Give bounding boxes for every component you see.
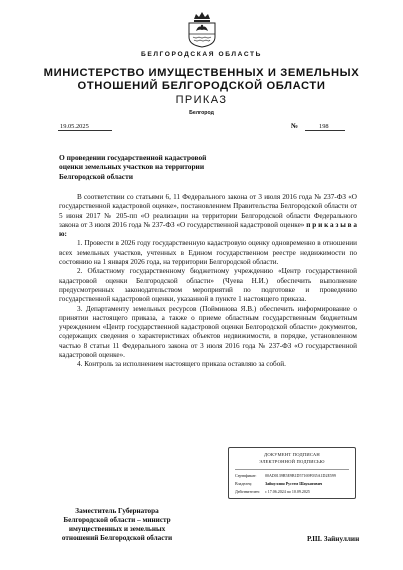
stamp-cert-label: Сертификат: bbox=[235, 473, 257, 478]
city-name: Белгород bbox=[189, 110, 214, 116]
document-title bbox=[59, 153, 239, 181]
position-line4: отношений Белгородской области bbox=[61, 534, 173, 542]
stamp-valid-value: с 17.06.2024 по 10.09.2025 bbox=[265, 489, 310, 494]
position-line3: имущественных и земельных bbox=[68, 525, 166, 533]
stamp-validity bbox=[235, 489, 310, 494]
stamp-divider bbox=[235, 469, 349, 470]
document-date: 19.05.2025 bbox=[58, 123, 112, 131]
order-word: п р и к а з ы в а ю: bbox=[59, 220, 358, 239]
stamp-owner bbox=[235, 481, 322, 486]
paragraph-1: 1. Провести в 2026 году государственную кадастровую оценку одновременно в отношении всех земельных участков, учтенных в Едином государственном реестре недвижимости по состоянию на 1 января 2026 года, на территории Белгородской области. bbox=[59, 239, 357, 267]
electronic-signature-stamp bbox=[228, 447, 356, 499]
ministry-name-line2: ОТНОШЕНИЙ БЕЛГОРОДСКОЙ ОБЛАСТИ bbox=[77, 79, 326, 92]
number-sign: № bbox=[291, 122, 299, 130]
region-name: БЕЛГОРОДСКАЯ ОБЛАСТЬ bbox=[140, 51, 262, 58]
paragraph-4: 4. Контроль за исполнением настоящего приказа оставляю за собой. bbox=[77, 360, 286, 369]
title-line2: оценки земельных участков на территории bbox=[59, 162, 205, 172]
position-line1: Заместитель Губернатора bbox=[75, 507, 159, 515]
coat-of-arms-emblem bbox=[186, 10, 218, 48]
document-number: 198 bbox=[305, 123, 345, 131]
position-line2: Белгородской области – министр bbox=[63, 516, 171, 524]
stamp-cert-value: 00AD0139B5E9B1D57169F035A1D2E599 bbox=[265, 473, 336, 478]
ministry-name-line1: МИНИСТЕРСТВО ИМУЩЕСТВЕННЫХ И ЗЕМЕЛЬНЫХ bbox=[43, 67, 360, 79]
preamble-text: В соответствии со статьями 6, 11 Федерального закона от 3 июля 2016 года № 237-ФЗ «О государственной кадастровой оценке», постановлением Правительства Белгородской области от 5 июня 2017 № 205-пп «О реализации на территории Белгородской области Федерального закона от 3 июля 2016 года № 237-ФЗ «О государственной кадастровой оценке» bbox=[59, 193, 357, 229]
document-type: ПРИКАЗ bbox=[175, 94, 228, 106]
preamble-paragraph bbox=[59, 193, 357, 239]
title-line3: Белгородской области bbox=[59, 171, 133, 181]
paragraph-3: 3. Департаменту земельных ресурсов (Пойминова Я.В.) обеспечить информирование о принятии настоящего приказа, а также о приеме областным государственным бюджетным учреждением «Центр государственной кадастровой оценки Белгородской области» документов, содержащих сведения о характеристиках объектов недвижимости, в порядке, установленном частью 8 статьи 11 Федерального закона от 3 июля 2016 года № 237-ФЗ «О государственной кадастровой оценке». bbox=[59, 304, 357, 360]
stamp-owner-value: Зайнуллин Рустем Шаукатович bbox=[265, 481, 323, 486]
stamp-certificate bbox=[235, 473, 336, 478]
stamp-title-line1: ДОКУМЕНТ ПОДПИСАН bbox=[264, 452, 320, 457]
paragraph-2: 2. Областному государственному бюджетному учреждению «Центр государственной кадастровой оценки Белгородской области» (Чуева Н.И.) обеспечить выполнение предусмотренных законодательством мероприятий по подготовке и проведению государственной кадастровой оценки, указанной в пункте 1 настоящего приказа. bbox=[59, 267, 357, 304]
stamp-title-line2: ЭЛЕКТРОННОЙ ПОДПИСЬЮ bbox=[259, 459, 325, 464]
signatory-position bbox=[48, 507, 186, 543]
document-body bbox=[59, 193, 357, 370]
ministry-name bbox=[20, 67, 383, 92]
title-line1: О проведении государственной кадастровой bbox=[59, 153, 207, 162]
signatory-name: Р.Ш. Зайнуллин bbox=[307, 535, 360, 543]
stamp-valid-label: Действителен: bbox=[235, 489, 260, 494]
stamp-owner-label: Владелец: bbox=[235, 481, 253, 486]
